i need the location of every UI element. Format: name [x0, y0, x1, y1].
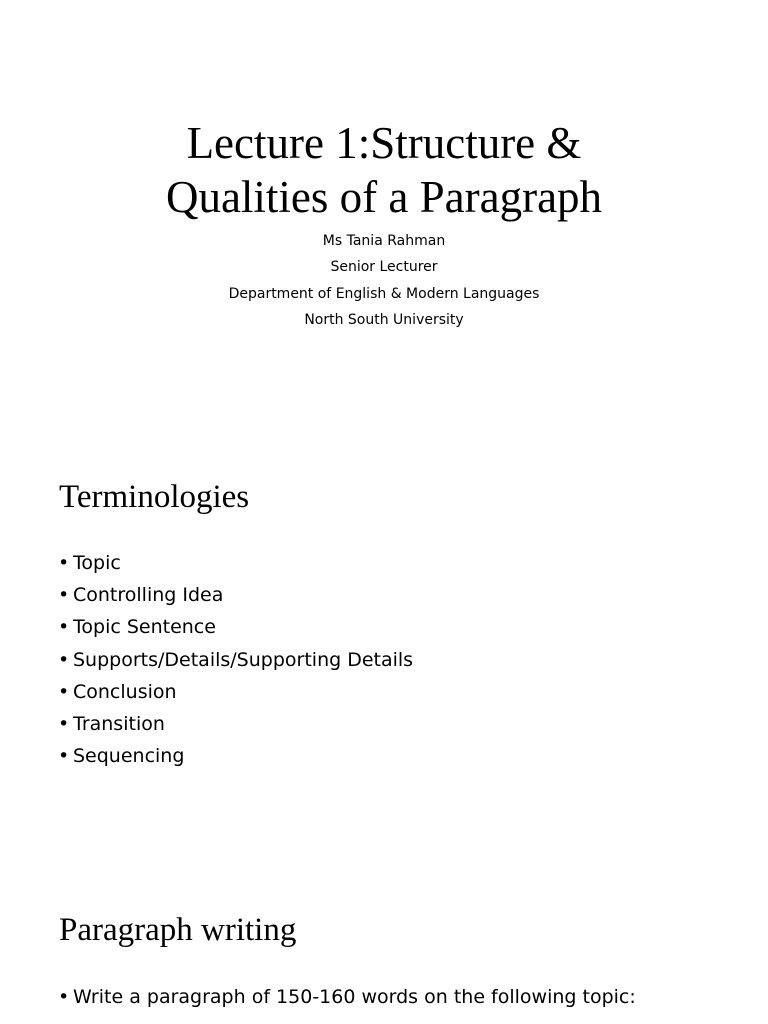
presenter-info [84, 228, 684, 334]
bullet-item: • Transition [58, 708, 413, 740]
paragraph-writing-slide [0, 892, 768, 1024]
bullet-item: • Write a paragraph of 150-160 words on the following topic: [58, 981, 636, 1013]
presenter-department: Department of English & Modern Languages [228, 285, 540, 302]
bullet-list [58, 547, 413, 772]
title-line: Lecture 1:Structure & [186, 118, 582, 168]
title-slide [0, 0, 768, 440]
presenter-university: North South University [304, 312, 464, 329]
slide-heading: Paragraph writing [59, 912, 297, 948]
bullet-item: • Topic [58, 547, 413, 579]
presenter-position: Senior Lecturer [330, 259, 438, 276]
terminologies-slide [0, 460, 768, 900]
bullet-item: • Conclusion [58, 676, 413, 708]
bullet-list [58, 981, 636, 1013]
bullet-item: • Sequencing [58, 740, 413, 772]
slide-heading: Terminologies [59, 479, 250, 515]
lecture-title [100, 116, 668, 224]
presenter-name: Ms Tania Rahman [322, 233, 446, 249]
bullet-item: • Controlling Idea [58, 579, 413, 611]
title-line: Qualities of a Paragraph [165, 172, 603, 222]
bullet-item: • Supports/Details/Supporting Details [58, 644, 413, 676]
bullet-item: • Topic Sentence [58, 611, 413, 643]
